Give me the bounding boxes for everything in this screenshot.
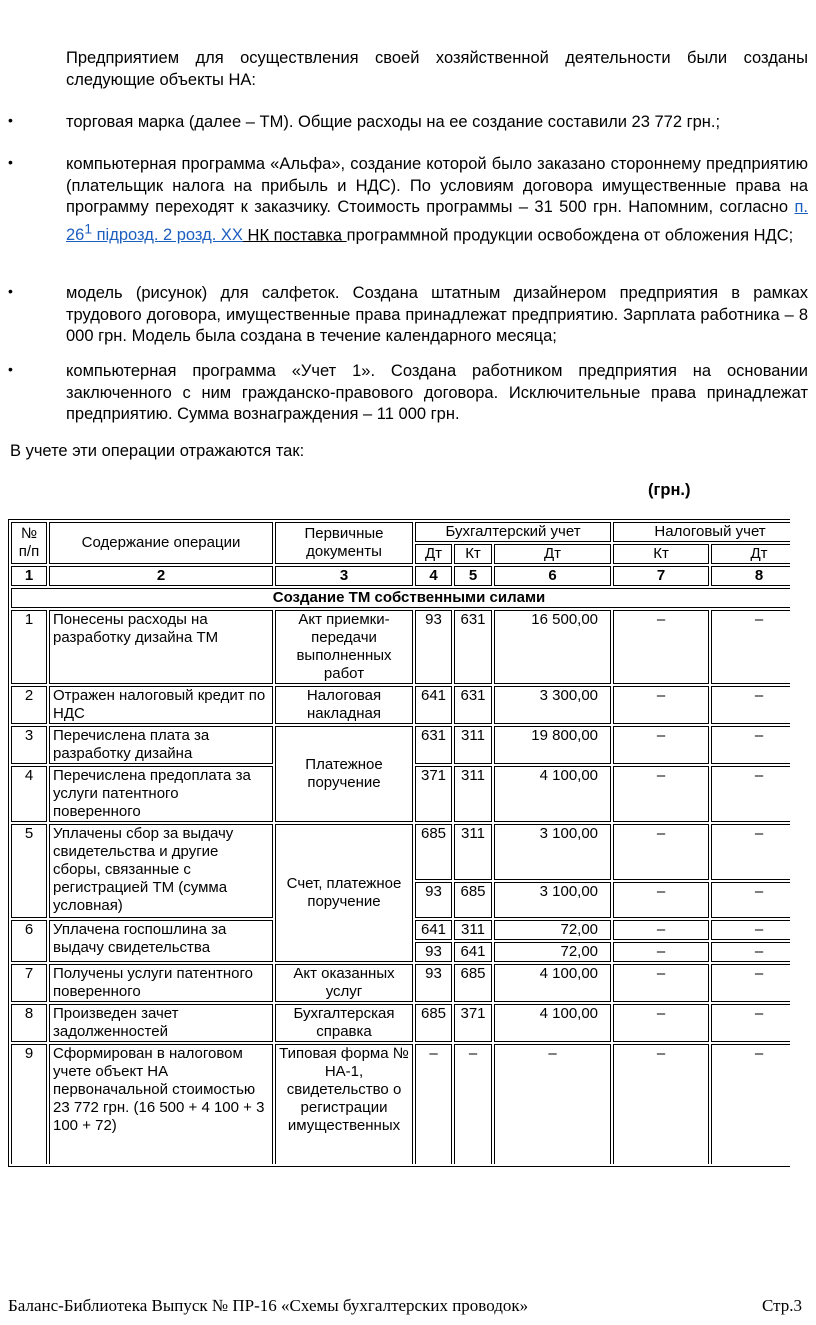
tax-kt: – bbox=[613, 1044, 709, 1164]
table-row bbox=[11, 610, 790, 684]
header-accounting: Бухгалтерский учет bbox=[415, 522, 611, 542]
header-tax-kt: Кт bbox=[613, 544, 709, 564]
debit-account: 93 bbox=[415, 942, 452, 962]
row-number: 3 bbox=[11, 726, 47, 764]
tax-kt: – bbox=[613, 942, 709, 962]
document-text: Типовая форма № НА-1, свидетельство о регистрации имущественных bbox=[275, 1044, 413, 1164]
table-row bbox=[11, 726, 790, 764]
bullet-icon: • bbox=[8, 361, 13, 377]
amount: 16 500,00 bbox=[494, 610, 611, 684]
summary-text: В учете эти операции отражаются так: bbox=[10, 442, 305, 460]
document-text: Бухгалтерская справка bbox=[275, 1004, 413, 1042]
document-text: Акт приемки-передачи выполненных работ bbox=[275, 610, 413, 684]
header-dt: Дт bbox=[415, 544, 452, 564]
document-text: Счет, платежное поручение bbox=[275, 824, 413, 962]
table-row bbox=[11, 824, 790, 880]
column-number: 1 bbox=[11, 566, 47, 586]
column-number: 7 bbox=[613, 566, 709, 586]
credit-account: 311 bbox=[454, 824, 492, 880]
tax-dt: – bbox=[711, 766, 790, 822]
amount: 72,00 bbox=[494, 920, 611, 940]
amount: 3 300,00 bbox=[494, 686, 611, 724]
accounting-table-container bbox=[8, 519, 790, 1185]
tax-dt: – bbox=[711, 882, 790, 918]
amount: – bbox=[494, 1044, 611, 1164]
row-number: 1 bbox=[11, 610, 47, 684]
debit-account: 685 bbox=[415, 824, 452, 880]
header-sum-dt: Дт bbox=[494, 544, 611, 564]
header-tax: Налоговый учет bbox=[613, 522, 790, 542]
tax-dt: – bbox=[711, 942, 790, 962]
header-kt: Кт bbox=[454, 544, 492, 564]
debit-account: 631 bbox=[415, 726, 452, 764]
debit-account: 93 bbox=[415, 610, 452, 684]
debit-account: 641 bbox=[415, 686, 452, 724]
row-number: 5 bbox=[11, 824, 47, 918]
document-text: Акт оказанных услуг bbox=[275, 964, 413, 1002]
underlined-text: НК поставка bbox=[242, 226, 347, 244]
intro-paragraph: Предприятием для осуществления своей хозяйственной деятельности были созданы следующие объекты НА: bbox=[66, 49, 808, 89]
tax-kt: – bbox=[613, 766, 709, 822]
tax-dt: – bbox=[711, 964, 790, 1002]
bullet-program-uchet: компьютерная программа «Учет 1». Создана работником предприятия на основании заключенного с ним гражданско-правового договора. Исключительные права принадлежат предприятию. Сумма вознаграждения – 11 000 грн. bbox=[66, 362, 808, 423]
table-row bbox=[11, 1044, 790, 1164]
tax-kt: – bbox=[613, 882, 709, 918]
tax-dt: – bbox=[711, 1004, 790, 1042]
section-title: Создание ТМ собственными силами bbox=[11, 588, 790, 608]
credit-account: 371 bbox=[454, 1004, 492, 1042]
credit-account: 631 bbox=[454, 610, 492, 684]
operation-text: Понесены расходы на разработку дизайна ТМ bbox=[49, 610, 273, 684]
row-number: 6 bbox=[11, 920, 47, 962]
header-content: Содержание операции bbox=[49, 522, 273, 564]
column-number: 5 bbox=[454, 566, 492, 586]
section-row bbox=[11, 588, 790, 608]
operation-text: Сформирован в налоговом учете объект НА первоначальной стоимостью 23 772 грн. (16 500 + 4 100 + 3 100 + 72) bbox=[49, 1044, 273, 1164]
amount: 4 100,00 bbox=[494, 766, 611, 822]
row-number: 7 bbox=[11, 964, 47, 1002]
bullet-text: компьютерная программа «Альфа», создание которой было заказано стороннему предприятию (плательщик налога на прибыль и НДС). По условиям договора имущественные права на программу переходят к заказчику. Стоимость программы – 31 500 грн. Напомним, согласно bbox=[66, 155, 808, 216]
tax-kt: – bbox=[613, 610, 709, 684]
debit-account: – bbox=[415, 1044, 452, 1164]
document-text: Платежное поручение bbox=[275, 726, 413, 822]
tax-dt: – bbox=[711, 824, 790, 880]
document-text: Налоговая накладная bbox=[275, 686, 413, 724]
operation-text: Уплачена госпошлина за выдачу свидетельства bbox=[49, 920, 273, 962]
column-number: 6 bbox=[494, 566, 611, 586]
link-superscript: 1 bbox=[84, 221, 93, 237]
bullet-trademark: торговая марка (далее – ТМ). Общие расходы на ее создание составили 23 772 грн.; bbox=[66, 113, 721, 131]
header-tax-dt: Дт bbox=[711, 544, 790, 564]
tax-kt: – bbox=[613, 726, 709, 764]
bullet-icon: • bbox=[8, 283, 13, 299]
accounting-table bbox=[8, 519, 790, 1167]
debit-account: 93 bbox=[415, 964, 452, 1002]
header-docs: Первичные документы bbox=[275, 522, 413, 564]
credit-account: 311 bbox=[454, 766, 492, 822]
row-number: 8 bbox=[11, 1004, 47, 1042]
debit-account: 641 bbox=[415, 920, 452, 940]
operation-text: Перечислена предоплата за услуги патентного поверенного bbox=[49, 766, 273, 822]
bullet-model-napkins: модель (рисунок) для салфеток. Создана штатным дизайнером предприятия в рамках трудового договора, имущественные права принадлежат предприятию. Зарплата работника – 8 000 грн. Модель была создана в течение календарного месяца; bbox=[66, 284, 808, 345]
amount: 4 100,00 bbox=[494, 964, 611, 1002]
tax-kt: – bbox=[613, 1004, 709, 1042]
tax-dt: – bbox=[711, 610, 790, 684]
debit-account: 685 bbox=[415, 1004, 452, 1042]
operation-text: Произведен зачет задолженностей bbox=[49, 1004, 273, 1042]
column-numbers-row bbox=[11, 566, 790, 586]
link-text: п. 26 bbox=[66, 198, 808, 244]
credit-account: 685 bbox=[454, 882, 492, 918]
table-row bbox=[11, 1004, 790, 1042]
tax-kt: – bbox=[613, 686, 709, 724]
debit-account: 93 bbox=[415, 882, 452, 918]
tax-dt: – bbox=[711, 1044, 790, 1164]
credit-account: 641 bbox=[454, 942, 492, 962]
table-row bbox=[11, 686, 790, 724]
row-number: 9 bbox=[11, 1044, 47, 1164]
bullet-icon: • bbox=[8, 154, 13, 170]
tax-kt: – bbox=[613, 964, 709, 1002]
amount: 19 800,00 bbox=[494, 726, 611, 764]
bullet-icon: • bbox=[8, 112, 13, 128]
debit-account: 371 bbox=[415, 766, 452, 822]
bullet-text: программной продукции освобождена от обложения НДС; bbox=[346, 226, 794, 244]
credit-account: 631 bbox=[454, 686, 492, 724]
operation-text: Перечислена плата за разработку дизайна bbox=[49, 726, 273, 764]
link-text: підрозд. 2 розд. XX bbox=[92, 226, 243, 244]
tax-kt: – bbox=[613, 920, 709, 940]
credit-account: 311 bbox=[454, 920, 492, 940]
table-row bbox=[11, 964, 790, 1002]
column-number: 2 bbox=[49, 566, 273, 586]
column-number: 3 bbox=[275, 566, 413, 586]
operation-text: Отражен налоговый кредит по НДС bbox=[49, 686, 273, 724]
operation-text: Уплачены сбор за выдачу свидетельства и другие сборы, связанные с регистрацией ТМ (сумма условная) bbox=[49, 824, 273, 918]
table-header-row bbox=[11, 522, 790, 542]
credit-account: 685 bbox=[454, 964, 492, 1002]
bullet-program-alfa bbox=[66, 154, 808, 247]
header-num: № п/п bbox=[11, 522, 47, 564]
row-number: 4 bbox=[11, 766, 47, 822]
amount: 3 100,00 bbox=[494, 824, 611, 880]
credit-account: 311 bbox=[454, 726, 492, 764]
tax-dt: – bbox=[711, 920, 790, 940]
column-number: 8 bbox=[711, 566, 790, 586]
amount: 3 100,00 bbox=[494, 882, 611, 918]
amount: 4 100,00 bbox=[494, 1004, 611, 1042]
row-number: 2 bbox=[11, 686, 47, 724]
credit-account: – bbox=[454, 1044, 492, 1164]
tax-kt: – bbox=[613, 824, 709, 880]
footer-publication: Баланс-Библиотека Выпуск № ПР-16 «Схемы бухгалтерских проводок» bbox=[8, 1296, 529, 1315]
page-number: Стр.3 bbox=[762, 1296, 803, 1315]
tax-dt: – bbox=[711, 726, 790, 764]
column-number: 4 bbox=[415, 566, 452, 586]
operation-text: Получены услуги патентного поверенного bbox=[49, 964, 273, 1002]
amount: 72,00 bbox=[494, 942, 611, 962]
tax-dt: – bbox=[711, 686, 790, 724]
currency-unit: (грн.) bbox=[648, 481, 691, 499]
